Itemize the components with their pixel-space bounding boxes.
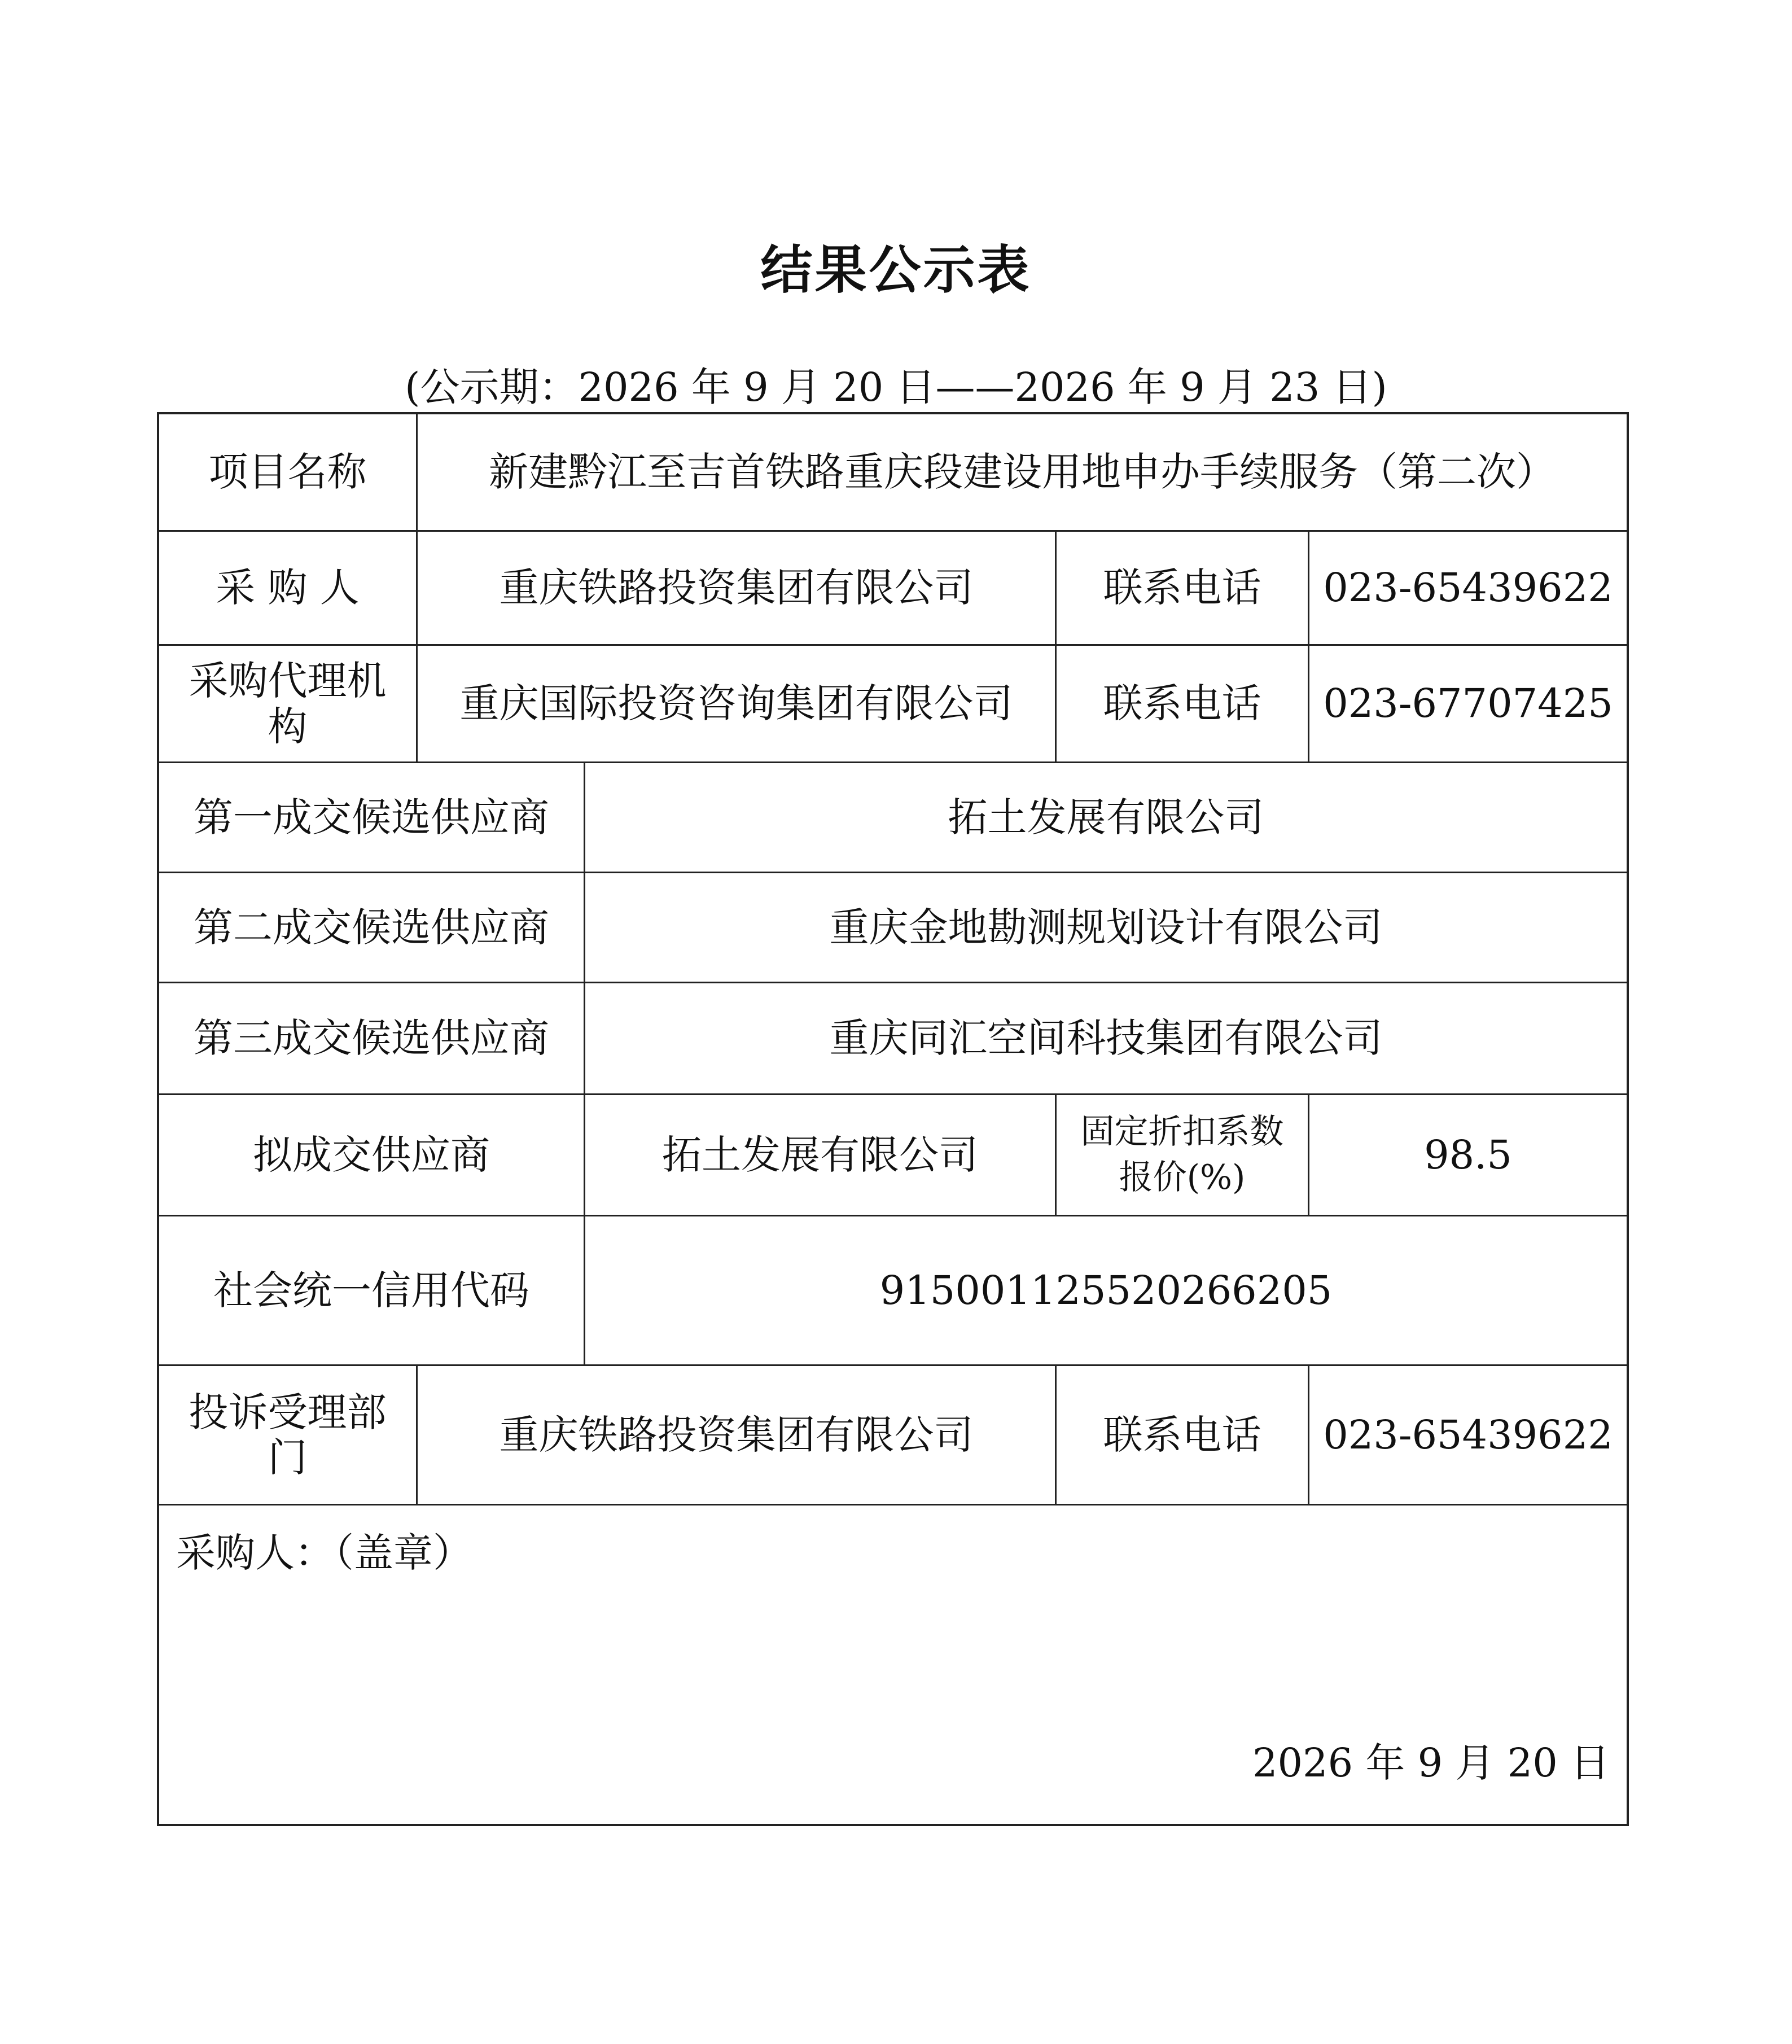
discount-value: 98.5 [1309, 1095, 1627, 1216]
purchaser-label: 采 购 人 [159, 532, 418, 646]
agency-phone-label: 联系电话 [1057, 646, 1309, 763]
agency-value: 重庆国际投资咨询集团有限公司 [418, 646, 1057, 763]
candidate-1-label: 第一成交候选供应商 [159, 763, 585, 873]
purchaser-phone-label: 联系电话 [1057, 532, 1309, 646]
purchaser-value: 重庆铁路投资集团有限公司 [418, 532, 1057, 646]
complaint-phone: 023-65439622 [1309, 1366, 1627, 1505]
purchaser-seal-line: 采购人：（盖章） [176, 1530, 472, 1576]
agency-phone: 023-67707425 [1309, 646, 1627, 763]
discount-label: 固定折扣系数报价(%) [1057, 1095, 1309, 1216]
candidate-2-value: 重庆金地勘测规划设计有限公司 [585, 873, 1627, 983]
credit-code-label: 社会统一信用代码 [159, 1216, 585, 1366]
agency-label: 采购代理机构 [159, 646, 418, 763]
complaint-dept-label: 投诉受理部门 [159, 1366, 418, 1505]
candidate-3-value: 重庆同汇空间科技集团有限公司 [585, 983, 1627, 1095]
signature-area [159, 1505, 1627, 1824]
signature-date: 2026 年 9 月 20 日 [1252, 1740, 1610, 1786]
proposed-supplier-label: 拟成交供应商 [159, 1095, 585, 1216]
project-name-label: 项目名称 [159, 414, 418, 532]
result-table [157, 412, 1629, 1826]
complaint-dept-value: 重庆铁路投资集团有限公司 [418, 1366, 1057, 1505]
candidate-3-label: 第三成交候选供应商 [159, 983, 585, 1095]
project-name-value: 新建黔江至吉首铁路重庆段建设用地申办手续服务（第二次） [418, 414, 1627, 532]
page-title: 结果公示表 [760, 240, 1032, 300]
proposed-supplier-value: 拓土发展有限公司 [585, 1095, 1057, 1216]
credit-code-value: 915001125520266205 [585, 1216, 1627, 1366]
publicity-period: (公示期：2026 年 9 月 20 日——2026 年 9 月 23 日) [405, 364, 1387, 410]
purchaser-phone: 023-65439622 [1309, 532, 1627, 646]
candidate-2-label: 第二成交候选供应商 [159, 873, 585, 983]
candidate-1-value: 拓土发展有限公司 [585, 763, 1627, 873]
complaint-phone-label: 联系电话 [1057, 1366, 1309, 1505]
